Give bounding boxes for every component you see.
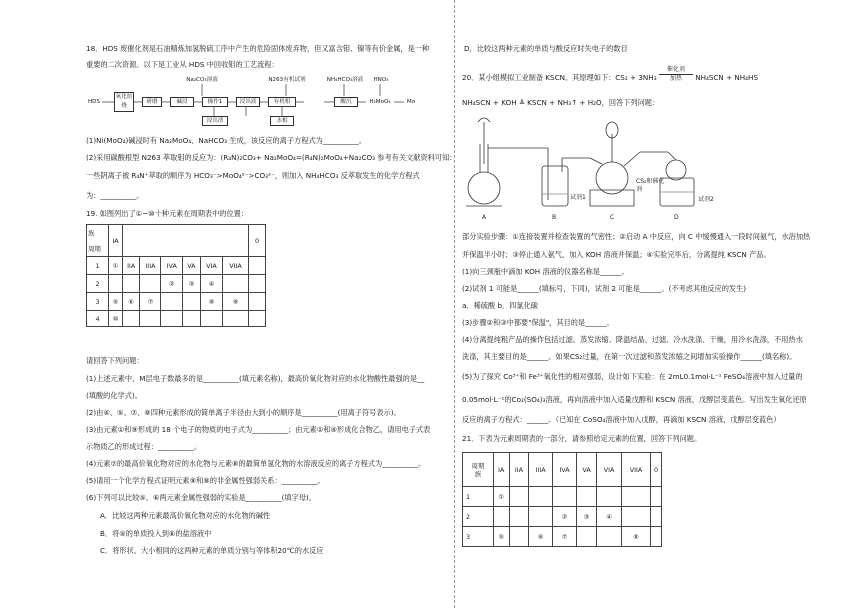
flow-residue: 浸出渣 <box>202 116 228 126</box>
answer-intro: 请回答下列问题： <box>86 356 144 365</box>
flow-label-nh4hco3: NH₄HCO₃溶液 <box>320 76 370 84</box>
q19-option-d: D．比较这两种元素的单质与酸反应时失电子的数目 <box>464 44 628 53</box>
flow-final: Mo <box>404 98 418 106</box>
apparatus-label-a: A <box>482 214 487 221</box>
right-column <box>462 0 822 608</box>
q19-option-a: A．比较这两种元素最高价氧化物对应的水化物的碱性 <box>100 511 271 520</box>
flow-step-leach: 碱浸 <box>170 97 194 107</box>
q20-part4-b: 洗涤，其主要目的是______。如果CS₂过量，在第一次过滤和蒸发浓缩之间增加实验操作______(填名称)。 <box>462 352 797 361</box>
table19-h-0: 0 <box>249 225 266 257</box>
q20-part3: (3)步骤②和③中都要"保温"，其目的是______。 <box>462 318 614 327</box>
q19-option-b: B．将⑤的单质投入到⑥的盐溶液中 <box>100 529 212 538</box>
flow-label-hno3: HNO₃ <box>371 76 391 84</box>
q19-part6: (6)下列可以比较⑤、⑥两元素金属性强弱的实验是__________(填字母)。 <box>86 493 316 502</box>
q20-part1: (1)向三颈瓶中滴加 KOH 溶液的仪器名称是______。 <box>462 267 629 276</box>
q18-part2-c: 为：__________。 <box>86 191 144 200</box>
apparatus-label-d: D <box>674 214 679 221</box>
apparatus-label-c: C <box>610 214 615 221</box>
q18-text-1: 18．HDS 废催化剂是石油精炼加氢脱硫工序中产生的危险固体废弃物，但又富含钼、镍等有价金属，是一种 <box>86 44 430 53</box>
periodic-table-q19: 族 周期 IA 0 1 ① IIA IIIA IVA VA VIA VIIA 2 ② ③ ④ 3 ⑤ ⑥ ⑦ ⑧ ⑨ 4 ⑩ <box>86 224 266 327</box>
flow-step-grind: 研磨 <box>142 97 162 107</box>
flow-step-op1: 操作1 <box>202 97 228 107</box>
q20-part5-c: 反应的离子方程式：______。（已知在 CoSO₄溶液中加入戊醇，再滴加 KSCN 溶液，戊醇层变蓝色） <box>462 415 781 424</box>
q20-part2-options: a．稀硫酸 b．四氯化碳 <box>462 301 538 310</box>
q20-condition: 催化剂 加热 <box>659 66 693 82</box>
q20-part4-a: (4)分离提纯粗产品的操作包括过滤、蒸发浓缩、降温结晶、过滤、冷水洗涤、干燥，用冷水洗涤，不用热水 <box>462 335 803 344</box>
q19-part2: (2)由④、⑤、⑦、⑧四种元素形成的简单离子半径由大到小的顺序是__________(用离子符号表示)。 <box>86 408 401 417</box>
apparatus-diagram <box>462 114 722 224</box>
q19-part4: (4)元素⑦的最高价氧化物对应的水化物与元素⑧的最简单氢化物的水溶液反应的离子方程式为__________。 <box>86 459 426 468</box>
flow-aqueous: 水相 <box>270 116 294 126</box>
flow-step-organic: 有机相 <box>268 97 296 107</box>
q18-part1: (1)Ni(MoO₄)碱浸时有 Na₂MoO₄、NaHCO₃ 生成，该反应的离子方程式为__________。 <box>86 136 366 145</box>
q20-eq2: NH₄SCN + KOH ≜ KSCN + NH₃↑ + H₂O，回答下列问题： <box>462 98 660 107</box>
periodic-table-q21: 周期 族 IA IIA IIIA IVA VA VIA VIIA 0 1 ① 2 ② ③ ④ 3 ⑤ ⑥ ⑦ ⑧ <box>462 452 662 547</box>
apparatus-note-cs2: CS₂和催化剂 <box>636 178 665 193</box>
process-flowchart <box>86 76 446 130</box>
flow-hds: HDS <box>87 99 101 105</box>
q19-part3-b: 示物质乙的形成过程：__________。 <box>86 442 202 451</box>
q20-part2: (2)试剂 1 可能是______(填标号，下同)，试剂 2 可能是______。(不考虑其他反应的发生) <box>462 284 747 293</box>
left-column <box>86 0 457 608</box>
q18-part2-a: (2)采用碳酸根型 N263 萃取钼的反应为：(R₄N)₂CO₃+ Na₂MoO₄=(R₄N)₂MoO₄+Na₂CO₃ 参考有关文献资料可知： <box>86 153 457 162</box>
q18-part2-b: 一些阴离子被 R₄N⁺萃取的顺序为 HCO₃⁻>MoO₄²⁻>CO₃²⁻，则加入 NH₄HCO₃ 反萃取发生的化学方程式 <box>86 171 420 180</box>
q19-option-c: C．将形状、大小相同的这两种元素的单质分别与等体积20℃的水反应 <box>100 546 324 555</box>
flow-step-filtrate: 浸出液 <box>236 97 260 107</box>
q19-part1-a: (1)上述元素中，M层电子数最多的是__________(填元素名称)，最高价氧化物对应的水化物酸性最强的是__ <box>86 374 425 383</box>
q20-part5-b: 0.05mol·L⁻¹的Co₂(SO₄)₃溶液，再向溶液中加入适量戊醇和 KSCN 溶液，戊醇层变蓝色。写出发生氧化还原 <box>462 395 807 404</box>
q20-steps-a: 部分实验步骤：①连接装置并检查装置的气密性；②启动 A 中反应，向 C 中缓慢通入一段时间氨气，水浴加热 <box>462 232 811 241</box>
apparatus-note-reagent1: 试剂1 <box>570 194 586 201</box>
q20-steps-b: 并保温半小时；③停止通入氨气，加入 KOH 溶液并保温；④实验完毕后，分离提纯 KSCN 产品。 <box>462 250 771 259</box>
apparatus-note-reagent2: 试剂2 <box>698 196 714 203</box>
table21-corner: 周期 族 <box>463 453 494 487</box>
q20-part5-a: (5)为了探究 Co³⁺和 Fe³⁺氧化性的相对强弱，设计如下实验：在 2mL0.1mol·L⁻¹ FeSO₄溶液中加入过量的 <box>462 372 803 381</box>
flow-step-acid: 酸沉 <box>334 97 358 107</box>
table19-h-ia: IA <box>109 225 123 257</box>
q19-part1-b: (填酸的化学式)。 <box>86 391 142 400</box>
q18-text-2: 重要的二次资源。以下是工业从 HDS 中回收钼的工艺流程： <box>86 60 279 69</box>
q19-title: 19. 如图列出了①~⑩十种元素在周期表中的位置： <box>86 209 249 218</box>
q21-title: 21．下表为元素周期表的一部分，请参照给定元素的位置，回答下列问题。 <box>462 434 702 443</box>
flow-step-oxidize: 氧化焙烧 <box>114 92 134 112</box>
apparatus-label-b: B <box>552 214 557 221</box>
flow-label-na2co3: Na₂CO₃溶液 <box>182 76 222 84</box>
flow-label-n263: N263有机试剂 <box>262 76 312 84</box>
q19-part3-a: (3)由元素①和⑨形成的 18 个电子的物质的电子式为__________；由元素①和④形成化合物乙，请用电子式表 <box>86 425 431 434</box>
flow-product: H₂MoO₄ <box>366 98 394 106</box>
table19-corner: 族 周期 <box>87 225 109 257</box>
q19-part5: (5)请用一个化学方程式证明元素⑨和⑧的非金属性强弱关系：__________。 <box>86 476 325 485</box>
q20-eq1: 20．某小组模拟工业制备 KSCN。其原理如下：CS₂ + 3NH₃ 催化剂 加热 NH₄SCN + NH₄HS <box>462 66 759 82</box>
